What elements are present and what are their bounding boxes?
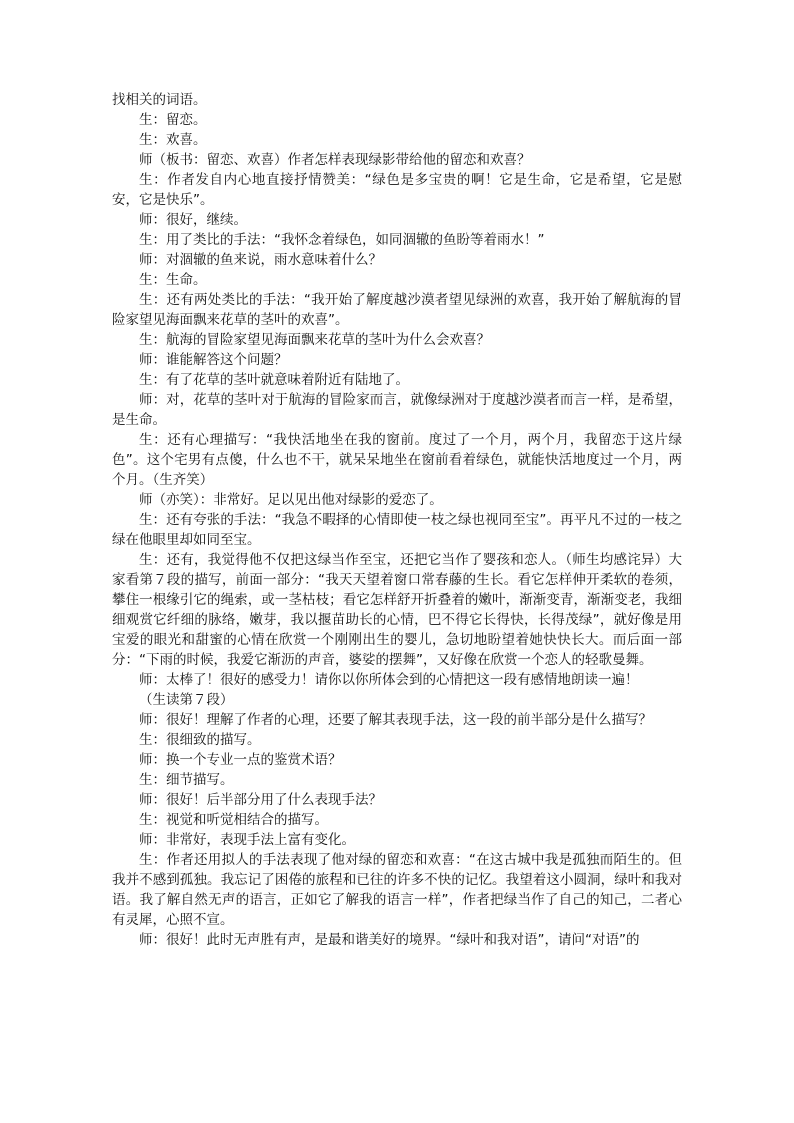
paragraph: 生：作者发自内心地直接抒情赞美：“绿色是多宝贵的啊！它是生命，它是希望，它是慰安，它是快乐”。 [112,172,682,208]
paragraph: 生：航海的冒险家望见海面飘来花草的茎叶为什么会欢喜？ [139,332,490,348]
paragraph: 生：视觉和听觉相结合的描写。 [139,812,328,828]
paragraph: 生：还有，我觉得他不仅把这绿当作至宝，还把它当作了婴孩和恋人。（师生均感诧异）大家看第７段的描写，前面一部分：“我天天望着窗口常春藤的生长。看它怎样伸开柔软的卷须，攀住一根缘引它的绳索，或一茎枯枝；看它怎样舒开折叠着的嫩叶，渐渐变青，渐渐变老，我细细观赏它纤细的脉络，嫩芽，我以揠苗助长的心情，巴不得它长得快，长得茂绿”，就好像是用宝爱的眼光和甜蜜的心情在欣赏一个刚刚出生的婴儿，急切地盼望着她快快长大。而后面一部分：“下雨的时候，我爱它渐沥的声音，婆娑的摆舞”，又好像在欣赏一个恋人的轻歌曼舞。 [112,552,682,668]
paragraph: 生：还有两处类比的手法：“我开始了解度越沙漠者望见绿洲的欢喜，我开始了解航海的冒险家望见海面飘来花草的茎叶的欢喜”。 [112,292,682,328]
paragraph: 师：对，花草的茎叶对于航海的冒险家而言，就像绿洲对于度越沙漠者而言一样，是希望，是生命。 [112,392,682,428]
document-body [112,90,682,950]
paragraph: 生：用了类比的手法：“我怀念着绿色，如同涸辙的鱼盼等着雨水！” [139,232,545,248]
paragraph: 师：对涸辙的鱼来说，雨水意味着什么？ [139,252,382,268]
paragraph: 师（亦笑）：非常好。足以见出他对绿影的爱恋了。 [139,492,443,508]
paragraph: 生：留恋。 [139,112,207,128]
paragraph: 师：换一个专业一点的鉴赏术语？ [139,752,342,768]
paragraph: 师：太棒了！很好的感受力！请你以你所体会到的心情把这一段有感情地朗读一遍！ [139,672,639,688]
paragraph: 师（板书：留恋、欢喜）作者怎样表现绿影带给他的留恋和欢喜？ [139,152,531,168]
paragraph: 生：欢喜。 [139,132,207,148]
paragraph: 师：很好！此时无声胜有声，是最和谐美好的境界。“绿叶和我对语”，请问“对语”的 [139,932,640,948]
paragraph: 生：作者还用拟人的手法表现了他对绿的留恋和欢喜：“在这古城中我是孤独而陌生的。但我并不感到孤独。我忘记了困倦的旅程和已往的许多不快的记忆。我望着这小圆洞，绿叶和我对语。我了解自然无声的语言，正如它了解我的语言一样”，作者把绿当作了自己的知己，二者心有灵犀，心照不宣。 [112,852,682,928]
paragraph: 生：有了花草的茎叶就意味着附近有陆地了。 [139,372,409,388]
paragraph: （生读第７段） [139,692,234,708]
paragraph: 生：还有夸张的手法：“我急不暇择的心情即使一枝之绿也视同至宝”。再平凡不过的一枝之绿在他眼里却如同至宝。 [112,512,682,548]
paragraph: 生：细节描写。 [139,772,234,788]
paragraph: 师：很好，继续。 [139,212,247,228]
paragraph: 生：生命。 [139,272,207,288]
paragraph: 生：很细致的描写。 [139,732,261,748]
paragraph: 生：还有心理描写：“我快活地坐在我的窗前。度过了一个月，两个月，我留恋于这片绿色”。这个宅男有点傻，什么也不干，就呆呆地坐在窗前看着绿色，就能快活地度过一个月，两个月。（生齐笑） [112,432,682,488]
paragraph: 师：很好！后半部分用了什么表现手法？ [139,792,382,808]
paragraph: 找相关的词语。 [112,92,207,108]
paragraph: 师：非常好，表现手法上富有变化。 [139,832,355,848]
paragraph: 师：谁能解答这个问题？ [139,352,288,368]
paragraph: 师：很好！理解了作者的心理，还要了解其表现手法，这一段的前半部分是什么描写？ [139,712,652,728]
